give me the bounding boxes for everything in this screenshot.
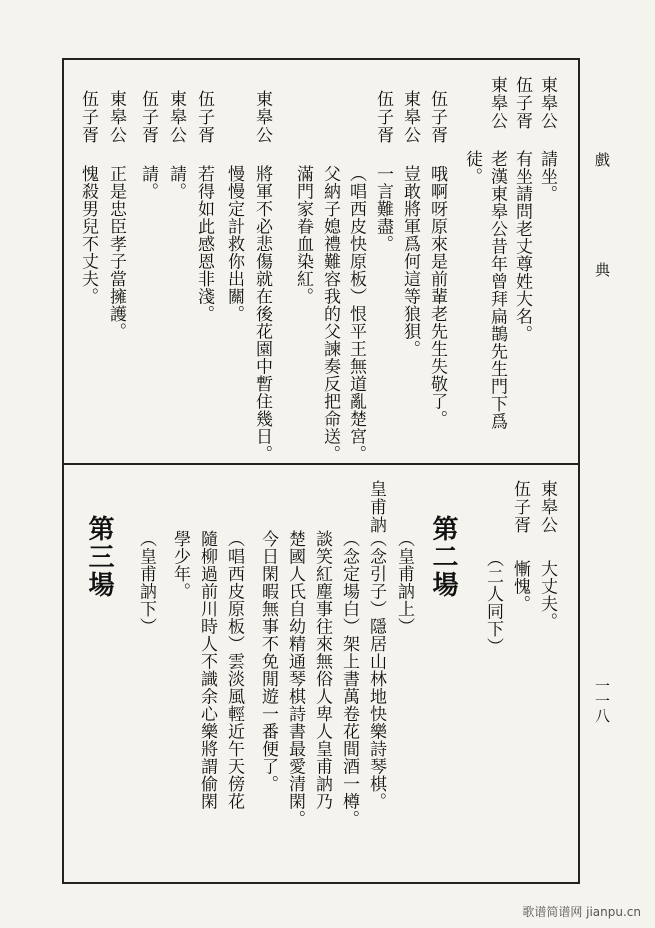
dialogue-line: 大丈夫。: [537, 560, 557, 630]
dialogue-line: 談笑紅塵事往來無俗人卑人皇甫訥乃: [312, 530, 332, 810]
dialogue-line: 請。: [138, 165, 158, 200]
section-divider: [62, 463, 580, 465]
dialogue-line: 學少年。: [170, 530, 190, 600]
stage-direction: （皇甫訥下）: [136, 530, 156, 635]
dialogue-line: 老漢東皋公昔年曾拜扁鵲先生門下爲: [487, 150, 507, 430]
dialogue-line: 徒。: [462, 150, 482, 185]
dialogue-line: 滿門家眷血染紅。: [293, 165, 313, 305]
watermark: 歌谱简谱网 jianpu.cn: [522, 905, 641, 919]
dialogue-line: 有坐請問老丈尊姓大名。: [512, 150, 532, 343]
running-title-left: 戲: [593, 152, 611, 167]
speaker-label: 伍子胥: [138, 90, 158, 144]
speaker-label: 皇甫訥: [366, 480, 386, 534]
speaker-label: 伍子胥: [194, 90, 214, 144]
dialogue-line: （唱西皮原板）雲淡風輕近午天傍花: [224, 530, 244, 810]
dialogue-line: 一言難盡。: [373, 165, 393, 253]
speaker-label: 東皋公: [106, 90, 126, 144]
speaker-label: 東皋公: [252, 90, 272, 144]
dialogue-line: （念定場白）架上書萬卷花間酒一樽。: [339, 530, 359, 828]
speaker-label: 東皋公: [537, 480, 557, 534]
scene-heading: 第三場: [84, 515, 114, 599]
dialogue-line: 慢慢定計救你出關。: [224, 165, 244, 323]
speaker-label: 東皋公: [487, 76, 507, 130]
dialogue-line: （念引子）隱居山林地快樂詩琴棋。: [366, 530, 386, 810]
speaker-label: 伍子胥: [510, 480, 530, 534]
dialogue-line: 若得如此感恩非淺。: [194, 165, 214, 323]
speaker-label: 伍子胥: [78, 90, 98, 144]
scene-heading: 第二場: [428, 515, 458, 599]
dialogue-line: 隨柳過前川時人不識余心樂將謂偷閑: [197, 530, 217, 810]
dialogue-line: 請。: [166, 165, 186, 200]
dialogue-line: 楚國人氏自幼精通琴棋詩書最愛清閑。: [285, 530, 305, 828]
dialogue-line: （唱西皮快原板）恨平王無道亂楚宮。: [346, 165, 366, 463]
dialogue-line: 請坐。: [537, 150, 557, 203]
page-number: 一一八: [593, 678, 611, 723]
running-title-right: 典: [593, 262, 611, 277]
speaker-label: 伍子胥: [512, 76, 532, 130]
stage-direction: （二人同下）: [483, 550, 503, 655]
dialogue-line: 父納子媳禮難容我的父諫奏反把命送。: [320, 165, 340, 463]
dialogue-line: 今日閑暇無事不免閒遊一番便了。: [258, 530, 278, 793]
dialogue-line: 正是忠臣孝子當擁護。: [106, 165, 126, 340]
dialogue-line: 愧殺男兒不丈夫。: [78, 165, 98, 305]
speaker-label: 東皋公: [537, 76, 557, 130]
dialogue-line: 豈敢將軍爲何這等狼狽。: [400, 165, 420, 358]
speaker-label: 伍子胥: [373, 90, 393, 144]
dialogue-line: 慚愧。: [510, 560, 530, 613]
stage-direction: （皇甫訥上）: [394, 530, 414, 635]
dialogue-line: 將軍不必悲傷就在後花園中暫住幾日。: [252, 165, 272, 463]
speaker-label: 東皋公: [400, 90, 420, 144]
dialogue-line: 哦啊呀原來是前輩老先生失敬了。: [427, 165, 447, 428]
speaker-label: 東皋公: [166, 90, 186, 144]
speaker-label: 伍子胥: [427, 90, 447, 144]
